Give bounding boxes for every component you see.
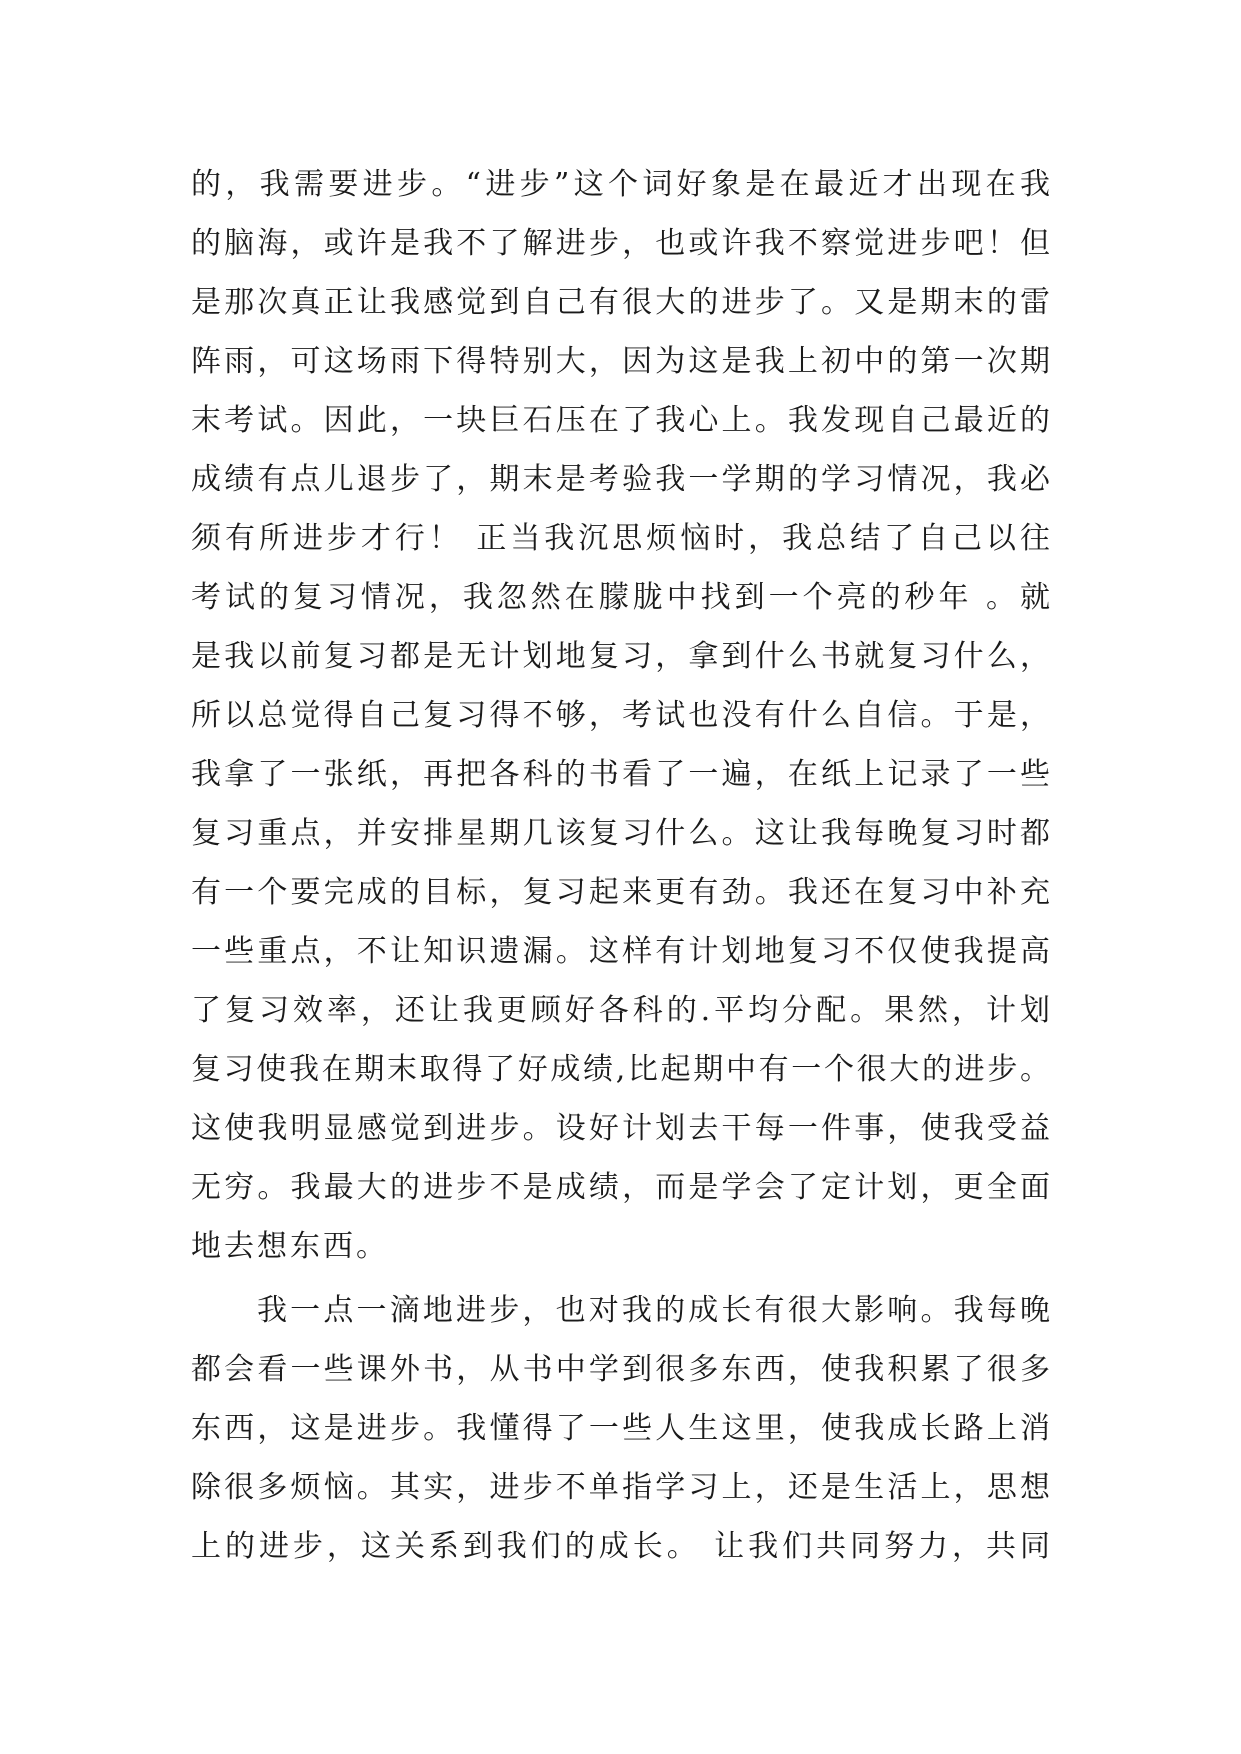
text-line: 阵雨，可这场雨下得特别大，因为这是我上初中的第一次期: [191, 344, 1051, 379]
text-line: 的，我需要进步。“进步”这个词好象是在最近才出现在我: [191, 167, 1051, 202]
text-line: 上的进步，这关系到我们的成长。 让我们共同努力，共同: [191, 1529, 1051, 1564]
document-body: [191, 155, 1051, 1576]
text-line: 考试的复习情况，我忽然在朦胧中找到一个亮的秒年 。就: [191, 580, 1051, 615]
text-line: 所以总觉得自己复习得不够，考试也没有什么自信。于是，: [191, 698, 1051, 733]
paragraph: [191, 155, 1051, 1276]
text-line: 复习使我在期末取得了好成绩,比起期中有一个很大的进步。: [191, 1052, 1051, 1087]
text-line: 复习重点，并安排星期几该复习什么。这让我每晚复习时都: [191, 816, 1051, 851]
text-line: 末考试。因此，一块巨石压在了我心上。我发现自己最近的: [191, 403, 1051, 438]
text-line: 是我以前复习都是无计划地复习，拿到什么书就复习什么，: [191, 639, 1051, 674]
text-line: 除很多烦恼。其实，进步不单指学习上，还是生活上，思想: [191, 1470, 1051, 1505]
text-line: 我拿了一张纸，再把各科的书看了一遍，在纸上记录了一些: [191, 757, 1051, 792]
text-line: 这使我明显感觉到进步。设好计划去干每一件事，使我受益: [191, 1111, 1051, 1146]
text-line: 了复习效率，还让我更顾好各科的.平均分配。果然，计划: [191, 993, 1051, 1028]
text-line: 地去想东西。: [191, 1229, 389, 1264]
text-line: 是那次真正让我感觉到自己有很大的进步了。又是期末的雷: [191, 285, 1051, 320]
text-line: 有一个要完成的目标，复习起来更有劲。我还在复习中补充: [191, 875, 1051, 910]
text-line: 的脑海，或许是我不了解进步，也或许我不察觉进步吧！但: [191, 226, 1051, 261]
text-line: 一些重点，不让知识遗漏。这样有计划地复习不仅使我提高: [191, 934, 1051, 969]
text-line: 须有所进步才行！ 正当我沉思烦恼时，我总结了自己以往: [191, 521, 1051, 556]
text-line: 我一点一滴地进步，也对我的成长有很大影响。我每晚: [257, 1293, 1051, 1328]
text-line: 都会看一些课外书，从书中学到很多东西，使我积累了很多: [191, 1352, 1051, 1387]
text-line: 成绩有点儿退步了，期末是考验我一学期的学习情况，我必: [191, 462, 1051, 497]
text-line: 东西，这是进步。我懂得了一些人生这里，使我成长路上消: [191, 1411, 1051, 1446]
paragraph: [191, 1281, 1051, 1576]
text-line: 无穷。我最大的进步不是成绩，而是学会了定计划，更全面: [191, 1170, 1051, 1205]
